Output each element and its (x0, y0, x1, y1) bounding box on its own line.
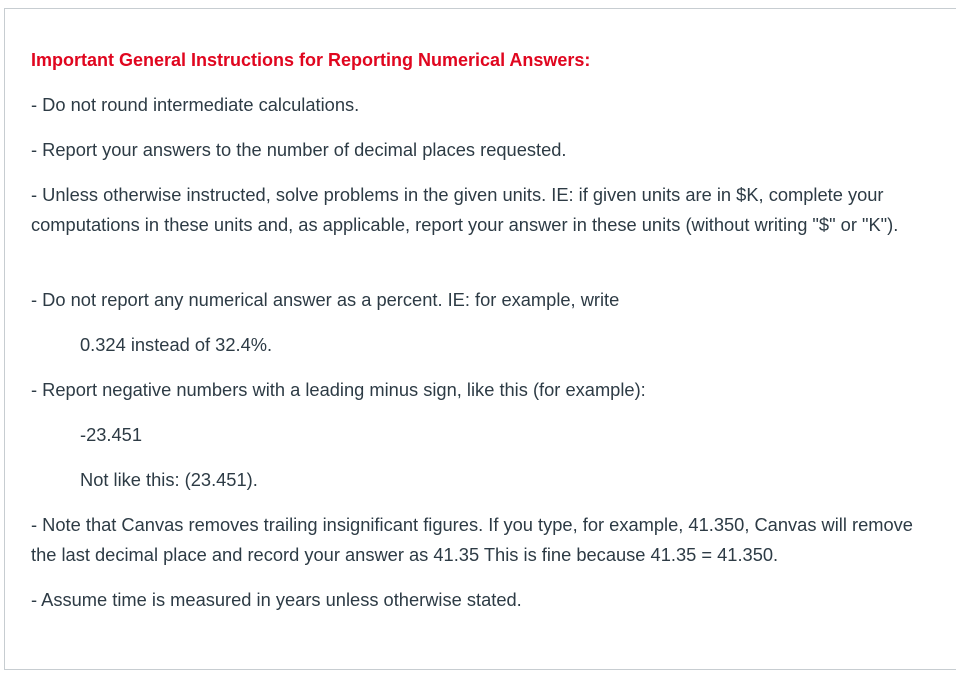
instruction-negative-example: -23.451 (80, 424, 143, 445)
instruction-percent: - Do not report any numerical answer as a percent. IE: for example, write (31, 289, 620, 310)
instruction-negative-counter-example: Not like this: (23.451). (80, 469, 258, 490)
instruction-negative: - Report negative numbers with a leading minus sign, like this (for example): (31, 379, 646, 400)
instruction-decimals: - Report your answers to the number of decimal places requested. (31, 139, 567, 160)
instruction-time: - Assume time is measured in years unless otherwise stated. (31, 589, 522, 610)
instruction-percent-example: 0.324 instead of 32.4%. (80, 334, 273, 355)
instruction-units: - Unless otherwise instructed, solve problems in the given units. IE: if given units are in $K, complete your computations in these units and, as applicable, report your answer in these units (without writing "$" or "K"). (31, 184, 899, 235)
instruction-trailing: - Note that Canvas removes trailing insignificant figures. If you type, for example, 41.350, Canvas will remove the last decimal place and record your answer as 41.35 This is fine because 41.35 = 41.350. (31, 514, 913, 565)
instructions-panel (4, 8, 956, 670)
instruction-round: - Do not round intermediate calculations. (31, 94, 360, 115)
instructions-heading: Important General Instructions for Reporting Numerical Answers: (31, 50, 591, 70)
